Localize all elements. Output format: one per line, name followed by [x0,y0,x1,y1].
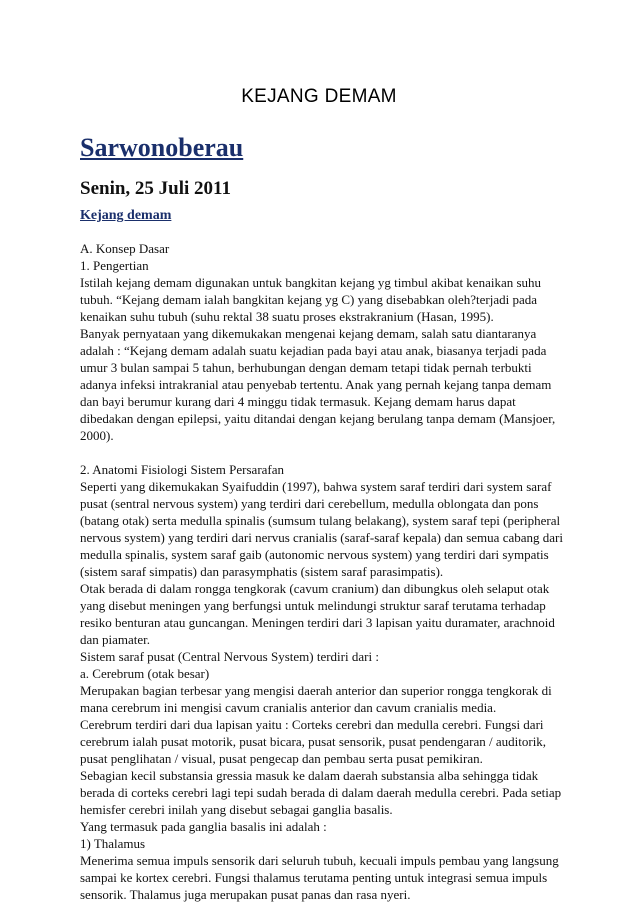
body-line: 2. Anatomi Fisiologi Sistem Persarafan [80,462,285,477]
body-line: Istilah kejang demam digunakan untuk bangkitan kejang yg timbul akibat kenaikan suhu [80,275,542,290]
body-line: Sebagian kecil substansia gressia masuk ke dalam daerah substansia alba sehingga tidak [80,768,539,783]
body-line: sensorik. Thalamus juga merupakan pusat panas dan rasa nyeri. [80,887,411,902]
body-line: Cerebrum terdiri dari dua lapisan yaitu : Corteks cerebri dan medulla cerebri. Fungsi dari [80,717,544,732]
body-line: tubuh. “Kejang demam ialah bangkitan kejang yg C) yang disebabkan oleh?terjadi pada [80,292,538,307]
body-line: resiko benturan atau guncangan. Meningen terdiri dari 3 lapisan yaitu duramater, arachnoid [80,615,555,630]
body-line: pusat (sentral nervous system) yang terdiri dari cerebellum, medulla oblongata dan pons [80,496,539,511]
body-line: dan bayi berumur kurang dari 4 minggu tidak termasuk. Kejang demam harus dapat [80,394,516,409]
body-line: (batang otak) serta medulla spinalis (sumsum tulang belakang), system saraf tepi (peripheral [80,513,561,528]
body-line: adalah : “Kejang demam adalah suatu kejadian pada bayi atau anak, biasanya terjadi pada [80,343,547,358]
body-line: kenaikan suhu tubuh (suhu rektal 38 suatu proses ekstrakranium (Hasan, 1995). [80,309,494,324]
body-line: hemisfer cerebri inilah yang disebut sebagai ganglia basalis. [80,802,393,817]
body-line: nervous system) yang terdiri dari nervus cranialis (saraf-saraf kepala) dan semua cabang dari [80,530,563,545]
post-title-link[interactable]: Kejang demam [80,208,172,223]
blog-name-link[interactable]: Sarwonoberau [80,133,244,162]
body-line: 2000). [80,428,114,443]
body-line: sampai ke kortex cerebri. Fungsi thalamus terutama penting untuk integrasi semua impuls [80,870,548,885]
section-anatomi-fisiologi [80,461,563,903]
document-title: KEJANG DEMAM [241,86,397,107]
body-line: Banyak pernyataan yang dikemukakan mengenai kejang demam, salah satu diantaranya [80,326,537,341]
body-line: berada di corteks cerebri lagi tepi sudah berada di dalam daerah medulla cerebri. Pada setiap [80,785,562,800]
body-line: Sistem saraf pusat (Central Nervous System) terdiri dari : [80,649,379,664]
post-date: Senin, 25 Juli 2011 [80,178,231,199]
body-line: Menerima semua impuls sensorik dari seluruh tubuh, kecuali impuls pembau yang langsung [80,853,559,868]
body-line: dibedakan dengan epilepsi, yaitu ditandai dengan kejang berulang tanpa demam (Mansjoer, [80,411,556,426]
paragraph-gap [80,444,560,461]
body-line: umur 3 bulan sampai 5 tahun, berhubungan dengan demam tetapi tidak pernah terbukti [80,360,532,375]
body-line: dan piamater. [80,632,151,647]
body-line: a. Cerebrum (otak besar) [80,666,210,681]
section-konsep-dasar [80,240,560,444]
body-line: medulla spinalis, system saraf gaib (autonomic nervous system) yang terdiri dari sympatis [80,547,549,562]
body-line: (sistem saraf simpatis) dan parasymphatis (sistem saraf parasimpatis). [80,564,444,579]
body-line: adanya infeksi intrakranial atau penyebab tertentu. Anak yang pernah kejang tanpa demam [80,377,552,392]
body-line: Yang termasuk pada ganglia basalis ini adalah : [80,819,327,834]
body-line: pusat penglihatan / visual, pusat pengecap dan pembau serta pusat pemikiran. [80,751,483,766]
body-line: A. Konsep Dasar [80,241,170,256]
body-line: Merupakan bagian terbesar yang mengisi daerah anterior dan superior rongga tengkorak di [80,683,552,698]
body-line: mana cerebrum ini mengisi cavum cranialis anterior dan cavum cranialis media. [80,700,497,715]
body-line: Seperti yang dikemukakan Syaifuddin (1997), bahwa system saraf terdiri dari system saraf [80,479,552,494]
body-line: yang disebut meningen yang berfungsi untuk melindungi struktur saraf terutama terhadap [80,598,546,613]
body-line: cerebrum ialah pusat motorik, pusat bicara, pusat sensorik, pusat pendengaran / auditorik, [80,734,547,749]
body-line: 1) Thalamus [80,836,146,851]
body-line: Otak berada di dalam rongga tengkorak (cavum cranium) dan dibungkus oleh selaput otak [80,581,550,596]
post-body [80,240,563,903]
body-line: 1. Pengertian [80,258,149,273]
